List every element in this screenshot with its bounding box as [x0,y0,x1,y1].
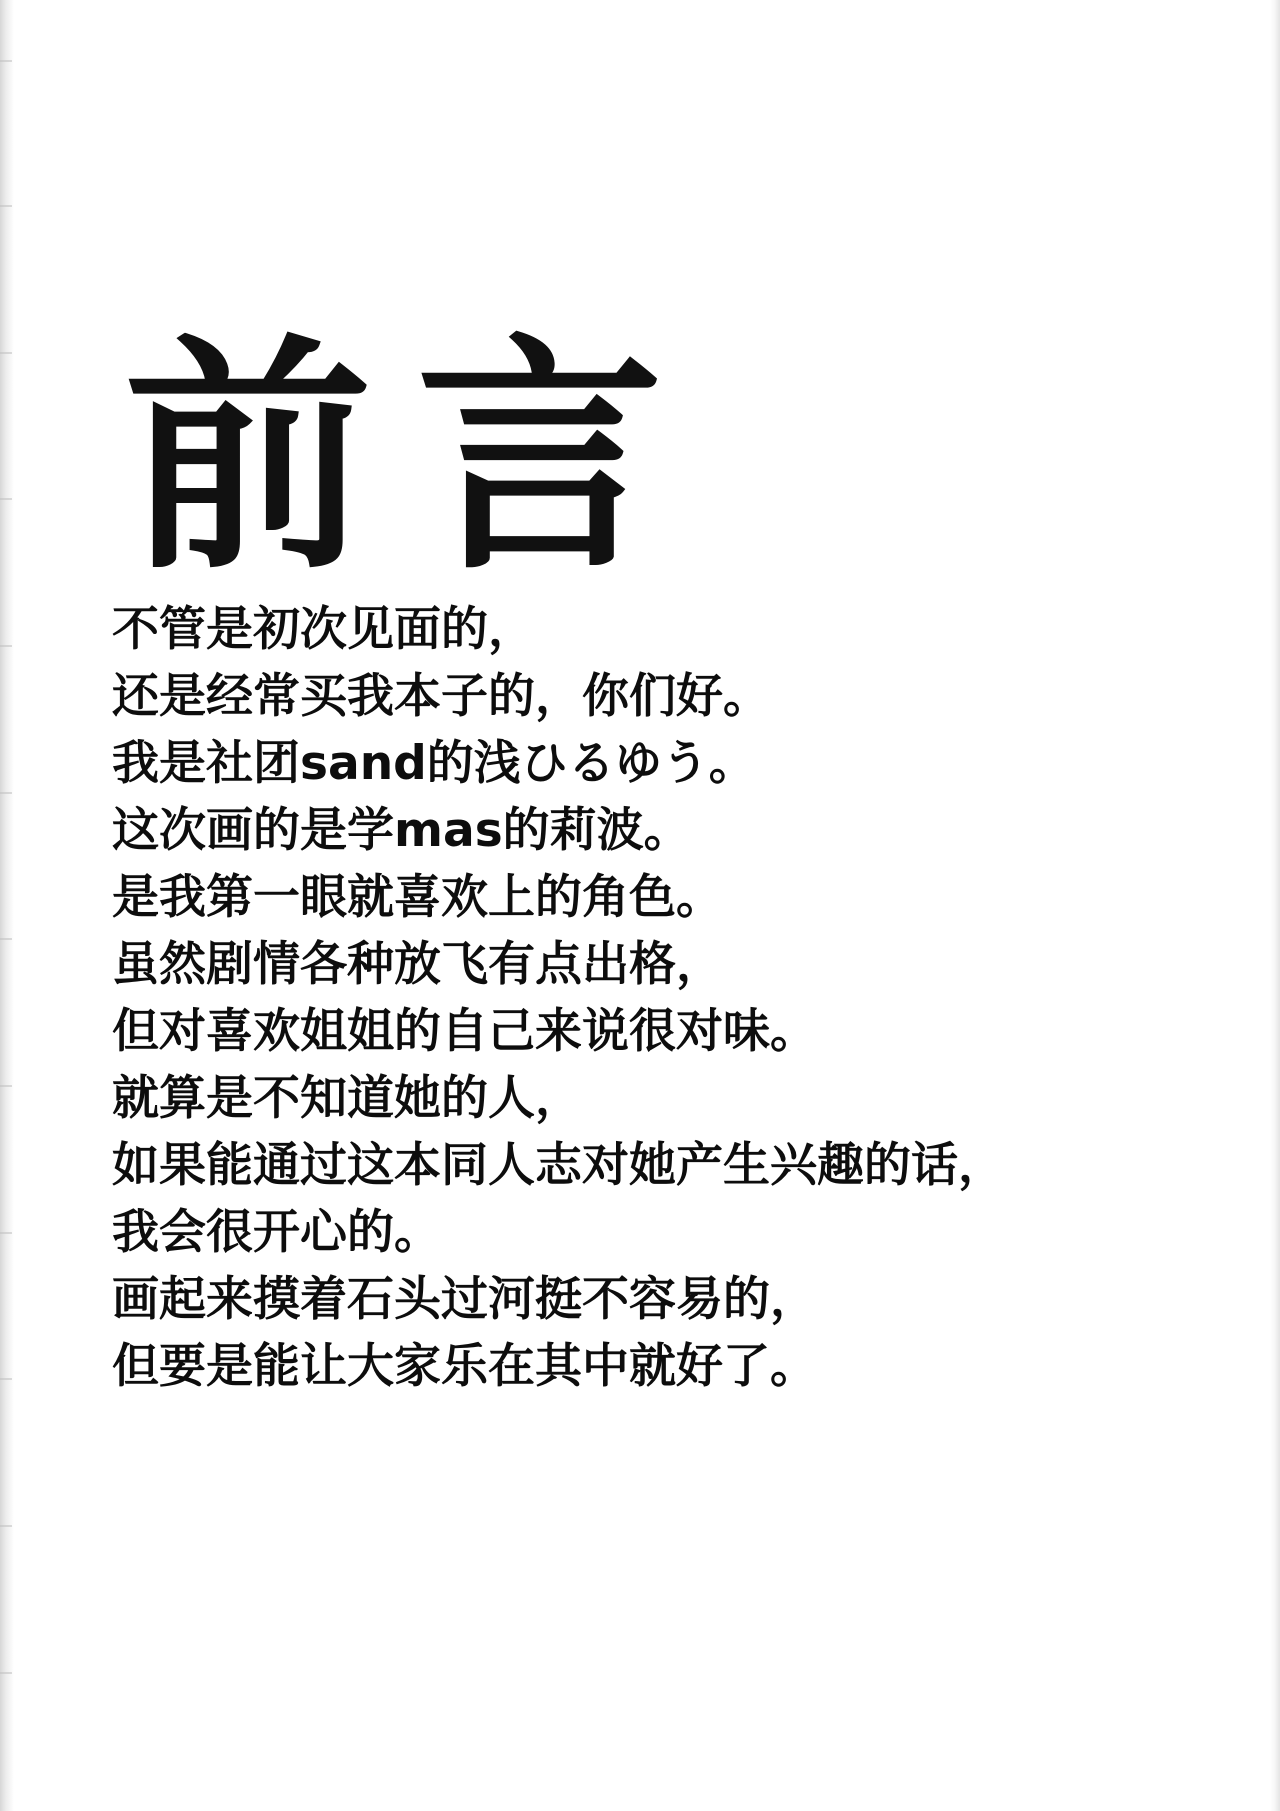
body-line: 还是经常买我本子的，你们好。 [112,669,770,724]
binding-notch [0,60,12,62]
body-line: 我是社团sand的浅ひるゆう。 [112,736,756,791]
body-line: 不管是初次见面的， [112,602,535,657]
body-line: 这次画的是学mas的莉波。 [112,803,691,858]
body-line: 虽然剧情各种放飞有点出格， [112,937,723,992]
body-line: 但对喜欢姐姐的自己来说很对味。 [112,1004,817,1059]
body-line: 画起来摸着石头过河挺不容易的， [112,1272,817,1327]
body-line: 就算是不知道她的人， [112,1071,582,1126]
binding-notch [0,352,12,354]
body-line: 是我第一眼就喜欢上的角色。 [112,870,723,925]
binding-notch [0,1378,12,1380]
body-line: 但要是能让大家乐在其中就好了。 [112,1339,817,1394]
foreword-body [112,596,1182,1400]
binding-notch [0,938,12,940]
binding-notch [0,498,12,500]
binding-notch [0,1672,12,1674]
page-right-edge-shadow [1270,0,1280,1811]
page-left-edge-shadow [0,0,14,1811]
binding-notch [0,1232,12,1234]
binding-notch [0,1085,12,1087]
binding-notch [0,645,12,647]
binding-notch [0,1525,12,1527]
binding-notch [0,792,12,794]
body-line: 如果能通过这本同人志对她产生兴趣的话， [112,1138,1005,1193]
body-line: 我会很开心的。 [112,1205,441,1260]
page-title: 前言 [124,312,708,604]
binding-notch [0,205,12,207]
